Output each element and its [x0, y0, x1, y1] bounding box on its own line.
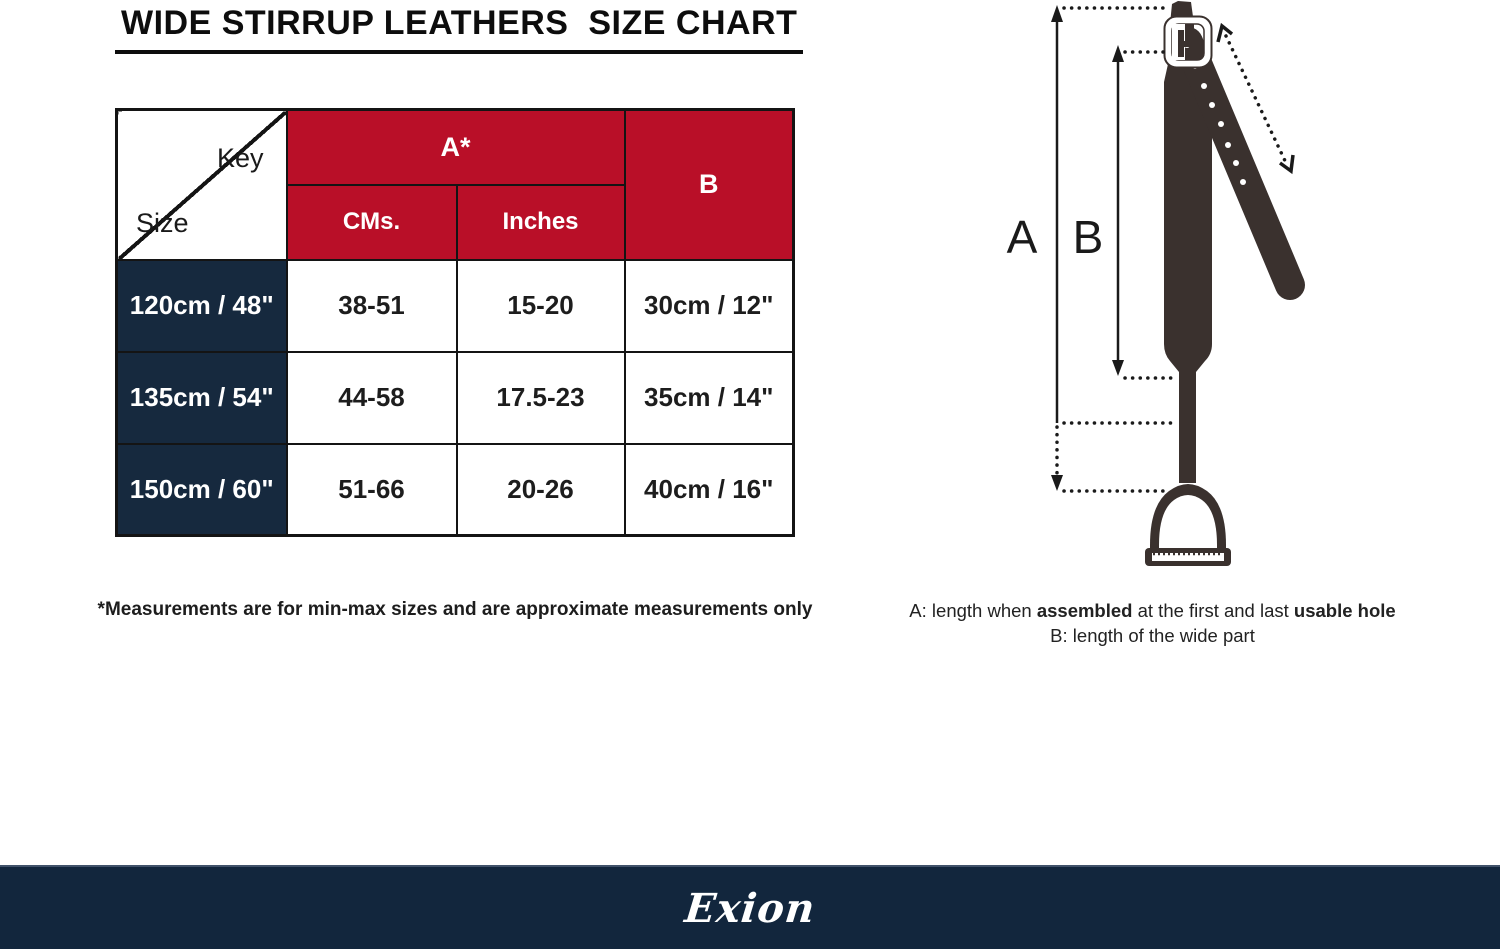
header-col-b: B	[625, 110, 794, 260]
row-b: 30cm / 12"	[625, 260, 794, 352]
label-b: B	[1072, 211, 1104, 263]
row-cms: 38-51	[287, 260, 457, 352]
header-cms: CMs.	[287, 185, 457, 260]
table-row	[117, 444, 794, 536]
caption-a-bold-usable-hole: usable hole	[1293, 600, 1396, 621]
size-chart-table	[115, 108, 795, 537]
caption-a-text: A: length when	[909, 600, 1037, 621]
measurement-annotations	[1007, 5, 1293, 491]
caption-a-bold-assembled: assembled	[1036, 600, 1133, 621]
footer-bar	[0, 865, 1500, 949]
title-wrap	[115, 4, 798, 54]
row-inches: 15-20	[457, 260, 625, 352]
row-cms: 44-58	[287, 352, 457, 444]
measure-a-arrow	[1051, 5, 1177, 491]
stirrup-iron	[1145, 484, 1231, 566]
page-title: WIDE STIRRUP LEATHERS SIZE CHART	[115, 4, 803, 54]
caption-a-text: at the first and last	[1132, 600, 1294, 621]
brand-logo: Exion	[682, 884, 818, 932]
stirrup-leather-illustration	[1145, 1, 1290, 566]
buckle	[1165, 17, 1212, 68]
label-a: A	[1006, 211, 1038, 263]
corner-cell	[117, 110, 287, 260]
header-col-a: A*	[287, 110, 625, 185]
diagram-caption	[880, 598, 1425, 648]
row-inches: 20-26	[457, 444, 625, 536]
corner-size-label: Size	[136, 207, 189, 238]
corner-key-label: Key	[216, 143, 264, 173]
measurements-footnote: *Measurements are for min-max sizes and are approximate measurements only	[97, 599, 813, 620]
row-cms: 51-66	[287, 444, 457, 536]
caption-line-a	[880, 598, 1425, 623]
caption-line-b: B: length of the wide part	[1050, 625, 1255, 646]
table-row	[117, 352, 794, 444]
row-inches: 17.5-23	[457, 352, 625, 444]
row-b: 40cm / 16"	[625, 444, 794, 536]
row-size: 150cm / 60"	[117, 444, 287, 536]
row-size: 120cm / 48"	[117, 260, 287, 352]
table-row	[117, 260, 794, 352]
stirrup-leather-diagram	[1000, 0, 1340, 585]
row-b: 35cm / 14"	[625, 352, 794, 444]
row-size: 135cm / 54"	[117, 352, 287, 444]
header-inches: Inches	[457, 185, 625, 260]
